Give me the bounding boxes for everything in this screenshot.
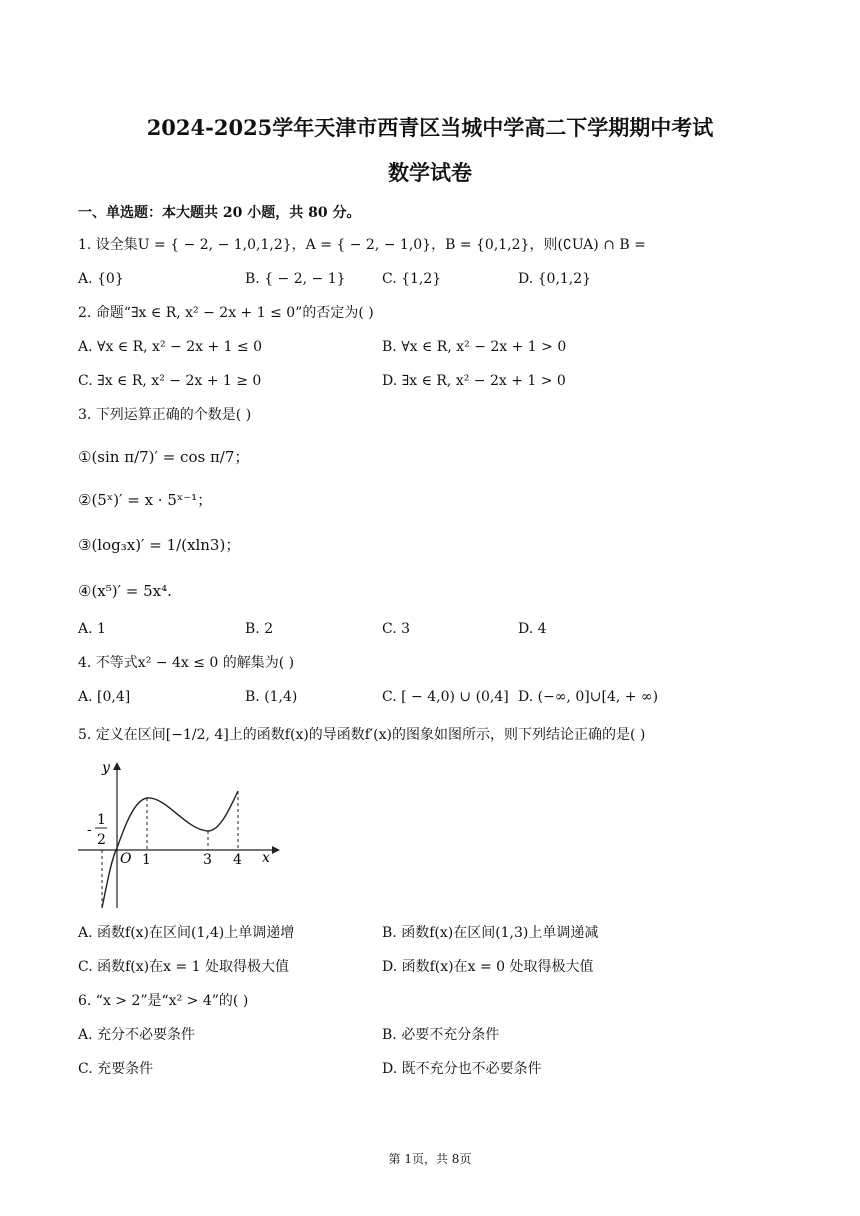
- q2-option-c: C. ∃x ∈ R, x² − 2x + 1 ≥ 0: [78, 373, 262, 389]
- exam-subtitle: 数学试卷: [388, 160, 472, 185]
- q3-item-1: ①(sin π/7)′ = cos π/7；: [78, 448, 250, 466]
- q6-option-b: B. 必要不充分条件: [382, 1027, 500, 1043]
- q4-option-a: A. [0,4]: [78, 689, 131, 705]
- q3-item-2: ②(5ˣ)′ = x · 5ˣ⁻¹；: [78, 491, 213, 509]
- x-tick-1: 1: [142, 852, 151, 868]
- q2-option-a: A. ∀x ∈ R, x² − 2x + 1 ≤ 0: [78, 339, 263, 355]
- q3-item-4: ④(x⁵)′ = 5x⁴.: [78, 582, 172, 600]
- q2-option-b: B. ∀x ∈ R, x² − 2x + 1 > 0: [382, 339, 567, 355]
- q1-option-c: C. {1,2}: [382, 271, 442, 287]
- neg-sign: -: [87, 822, 92, 838]
- y-axis-arrow: [113, 762, 121, 770]
- q6-option-d: D. 既不充分也不必要条件: [382, 1061, 542, 1077]
- q5-option-c: C. 函数f(x)在x = 1 处取得极大值: [78, 959, 289, 975]
- question-3-stem: 3. 下列运算正确的个数是( ): [78, 407, 252, 423]
- q6-option-a: A. 充分不必要条件: [78, 1027, 196, 1043]
- q5-option-d: D. 函数f(x)在x = 0 处取得极大值: [382, 959, 594, 975]
- x-axis-arrow: [272, 846, 280, 854]
- neg-half-numerator: 1: [97, 812, 106, 828]
- q1-option-a: A. {0}: [78, 271, 124, 287]
- exam-title: 2024-2025学年天津市西青区当城中学高二下学期期中考试: [146, 115, 714, 140]
- q3-item-3: ③(log₃x)′ = 1/(xln3)；: [78, 536, 241, 554]
- q5-option-a: A. 函数f(x)在区间(1,4)上单调递增: [78, 925, 295, 941]
- x-tick-3: 3: [203, 852, 212, 868]
- question-5-stem: 5. 定义在区间[−1/2, 4]上的函数f(x)的导函数f′(x)的图象如图所示，则下列结论正确的是( ): [78, 727, 646, 743]
- question-2-stem: 2. 命题“∃x ∈ R, x² − 2x + 1 ≤ 0”的否定为( ): [78, 305, 374, 321]
- origin-label: O: [120, 851, 132, 867]
- q6-option-c: C. 充要条件: [78, 1061, 154, 1077]
- page-footer: 第 1页，共 8页: [388, 1152, 472, 1166]
- q3-option-d: D. 4: [518, 621, 547, 637]
- question-6-stem: 6. “x > 2”是“x² > 4”的( ): [78, 993, 249, 1009]
- neg-half-denominator: 2: [97, 832, 106, 848]
- q1-option-b: B. { − 2, − 1}: [245, 271, 346, 287]
- q3-option-b: B. 2: [245, 621, 274, 637]
- q4-option-b: B. (1,4): [245, 689, 298, 705]
- q2-option-d: D. ∃x ∈ R, x² − 2x + 1 > 0: [382, 373, 566, 389]
- q3-option-c: C. 3: [382, 621, 411, 637]
- x-tick-4: 4: [233, 852, 242, 868]
- q4-option-c: C. [ − 4,0) ∪ (0,4]: [382, 689, 509, 705]
- question-1-stem: 1. 设全集U = { − 2, − 1,0,1,2}，A = { − 2, − 1,0}，B = {0,1,2}，则(∁UA) ∩ B =: [78, 237, 646, 253]
- section-heading: 一、单选题：本大题共 20 小题，共 80 分。: [78, 205, 361, 221]
- q4-option-d: D. (−∞, 0]∪[4, + ∞): [518, 689, 659, 705]
- q1-option-d: D. {0,1,2}: [518, 271, 592, 287]
- question-4-stem: 4. 不等式x² − 4x ≤ 0 的解集为( ): [78, 655, 295, 671]
- x-axis-label: x: [262, 850, 270, 866]
- y-axis-label: y: [102, 760, 110, 776]
- derivative-graph: [74, 758, 284, 916]
- q5-option-b: B. 函数f(x)在区间(1,3)上单调递减: [382, 925, 599, 941]
- q3-option-a: A. 1: [78, 621, 106, 637]
